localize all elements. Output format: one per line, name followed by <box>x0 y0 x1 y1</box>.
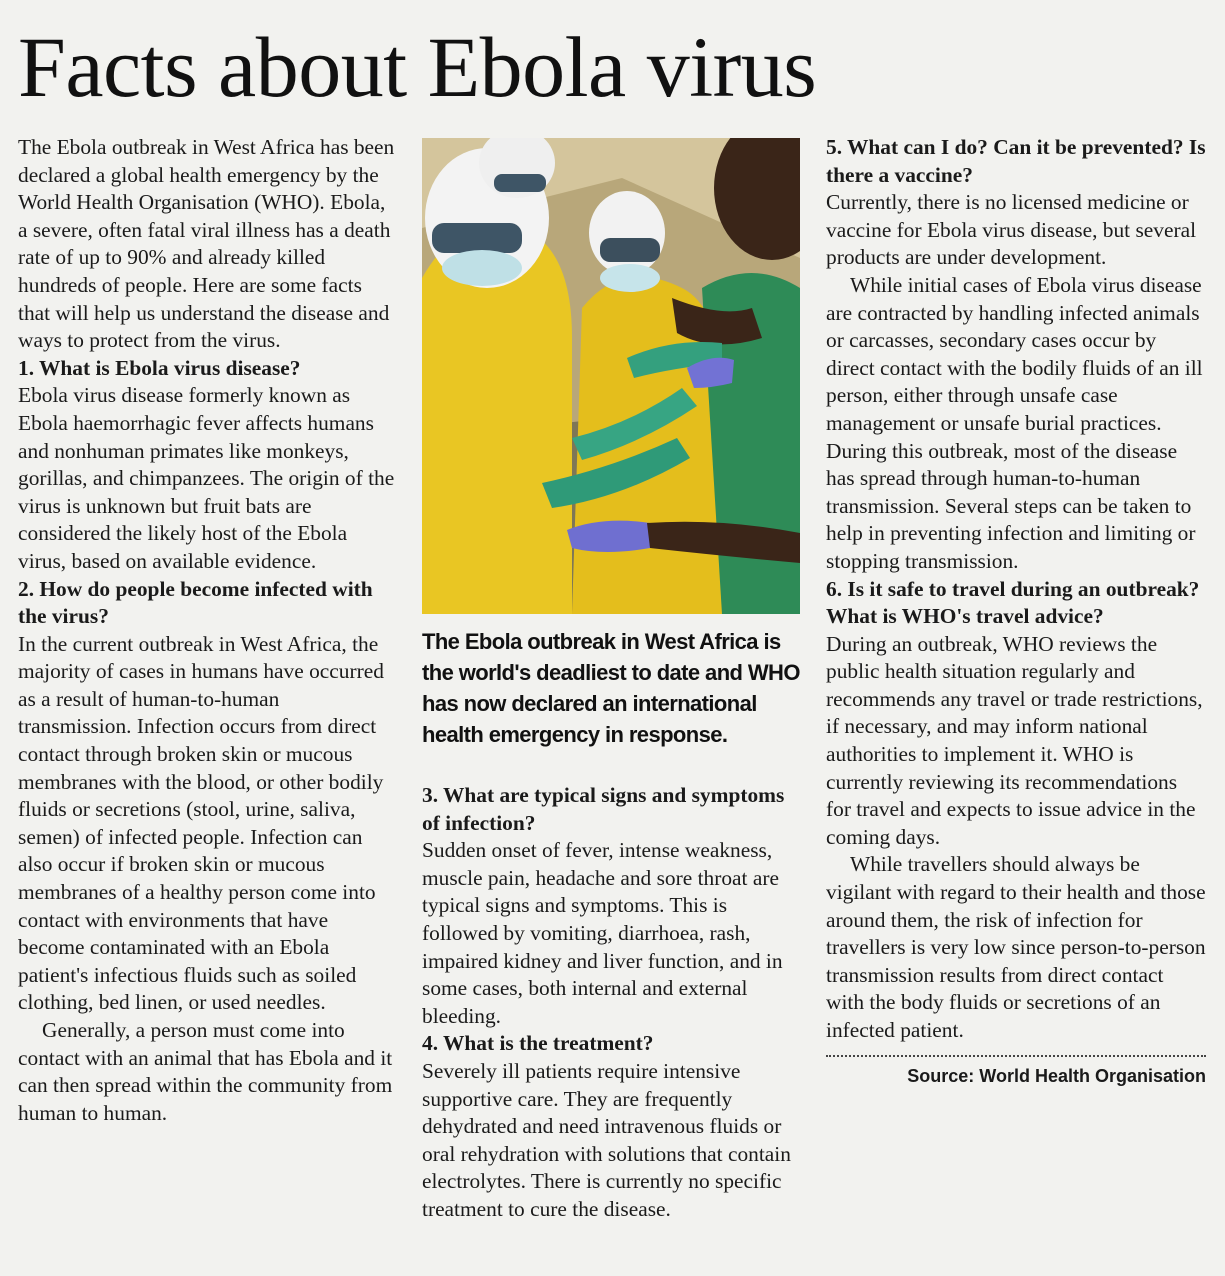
question-3: 3. What are typical signs and symptoms of infection? <box>422 783 785 835</box>
answer-2-paragraph: In the current outbreak in West Africa, the majority of cases in humans have occurred as a result of human-to-human transmission. Infection occurs from direct contact through broken skin or mucous membranes with the blood, or other bodily fluids or secretions (stool, urine, saliva, semen) of infected people. Infection can also occur if broken skin or mucous membranes of a healthy person come into contact with environments that have become contaminated with an Ebola patient's infectious fluids such as soiled clothing, bed linen, or used needles. <box>18 631 384 1015</box>
answer-5-paragraph: Currently, there is no licensed medicine or vaccine for Ebola virus disease, but several products are under development. <box>826 190 1197 270</box>
health-workers-photo <box>422 138 800 614</box>
health-workers-illustration <box>422 138 800 614</box>
column-3 <box>826 134 1206 1087</box>
photo-caption: The Ebola outbreak in West Africa is the world's deadliest to date and WHO has now declared an international health emergency in response. <box>422 629 800 747</box>
answer-3-paragraph: Sudden onset of fever, intense weakness, muscle pain, headache and sore throat are typical signs and symptoms. This is followed by vomiting, diarrhoea, rash, impaired kidney and liver function, and in some cases, both internal and external bleeding. <box>422 838 783 1028</box>
column-1 <box>18 134 395 1127</box>
column-2-text <box>422 782 800 1224</box>
answer-5-paragraph: While initial cases of Ebola virus disease are contracted by handling infected animals or carcasses, secondary cases occur by direct contact with the bodily fluids of an ill person, either through unsafe case management or unsafe burial practices. During this outbreak, most of the disease has spread through human-to-human transmission. Several steps can be taken to help in preventing infection and limiting or stopping transmission. <box>826 272 1203 573</box>
answer-6-paragraph: During an outbreak, WHO reviews the public health situation regularly and recommends any travel or trade restrictions, if necessary, and may inform national authorities to implement it. WHO is currently reviewing its recommendations for travel and expects to issue advice in the coming days. <box>826 631 1203 849</box>
intro-paragraph: The Ebola outbreak in West Africa has been declared a global health emergency by the World Health Organisation (WHO). Ebola, a severe, often fatal viral illness has a death rate of up to 90% and already killed hundreds of people. Here are some facts that will help us understand the disease and ways to protect from the virus. <box>18 135 395 353</box>
question-6: 6. Is it safe to travel during an outbreak? What is WHO's travel advice? <box>826 576 1200 629</box>
question-2: 2. How do people become infected with the virus? <box>18 576 373 629</box>
question-5: 5. What can I do? Can it be prevented? Is there a vaccine? <box>826 135 1206 187</box>
headline: Facts about Ebola virus <box>18 19 817 115</box>
answer-6-paragraph: While travellers should always be vigilant with regard to their health and those around them, the risk of infection for travellers is very low since person-to-person transmission results from direct contact with the body fluids or secretions of an infected patient. <box>826 852 1206 1042</box>
answer-4-paragraph: Severely ill patients require intensive supportive care. They are frequently dehydrated and need intravenous fluids or oral rehydration with solutions that contain electrolytes. There is currently no specific treatment to cure the disease. <box>422 1058 791 1221</box>
answer-1-paragraph: Ebola virus disease formerly known as Ebola haemorrhagic fever affects humans and nonhuman primates like monkeys, gorillas, and chimpanzees. The origin of the virus is unknown but fruit bats are considered the likely host of the Ebola virus, based on available evidence. <box>18 383 395 573</box>
dotted-divider <box>826 1055 1206 1057</box>
source-credit: Source: World Health Organisation <box>907 1065 1206 1086</box>
question-1: 1. What is Ebola virus disease? <box>18 355 301 380</box>
question-4: 4. What is the treatment? <box>422 1031 654 1056</box>
answer-2-paragraph: Generally, a person must come into contact with an animal that has Ebola and it can then spread within the community from human to human. <box>18 1018 393 1125</box>
column-2 <box>422 134 800 1224</box>
